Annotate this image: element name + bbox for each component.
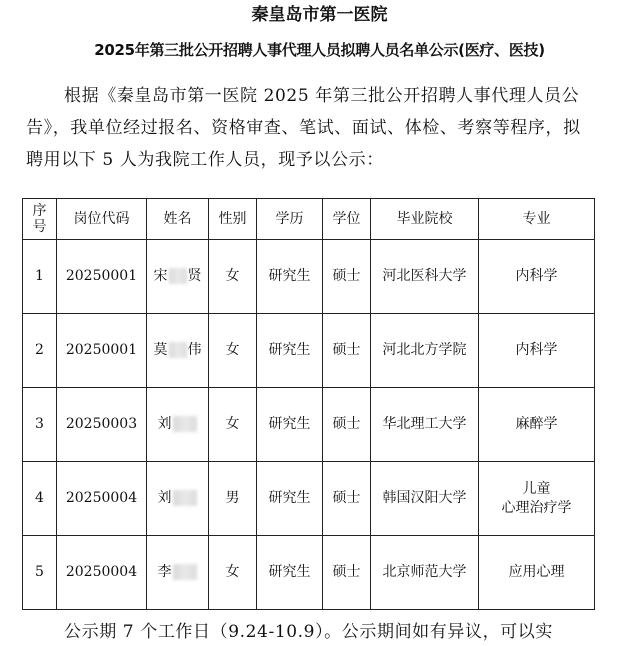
cell-name <box>147 536 209 610</box>
cell-gender: 女 <box>209 536 257 610</box>
header-name: 姓名 <box>147 199 209 240</box>
cell-degree: 硕士 <box>323 240 371 314</box>
cell-gender: 女 <box>209 314 257 388</box>
name-last: 贤 <box>187 268 202 284</box>
cell-education: 研究生 <box>257 388 323 462</box>
header-degree: 学位 <box>323 199 371 240</box>
cell-code: 20250004 <box>57 462 147 536</box>
major-line-2: 心理治疗学 <box>501 499 572 516</box>
cell-gender: 女 <box>209 240 257 314</box>
header-code: 岗位代码 <box>57 199 147 240</box>
cell-school: 北京师范大学 <box>371 536 479 610</box>
cell-major: 内科学 <box>479 314 595 388</box>
intro-paragraph <box>26 80 596 176</box>
name-first: 莫 <box>153 342 168 358</box>
header-school: 毕业院校 <box>371 199 479 240</box>
table-row <box>23 314 595 388</box>
cell-school: 华北理工大学 <box>371 388 479 462</box>
name-first: 李 <box>157 564 172 580</box>
cell-degree: 硕士 <box>323 388 371 462</box>
cell-seq: 2 <box>23 314 57 388</box>
cell-name <box>147 314 209 388</box>
redaction-blur <box>169 268 187 284</box>
cell-gender: 男 <box>209 462 257 536</box>
major-line-1: 儿童 <box>522 480 551 497</box>
cell-education: 研究生 <box>257 536 323 610</box>
name-first: 刘 <box>157 490 172 506</box>
cell-school: 河北北方学院 <box>371 314 479 388</box>
table-row <box>23 462 595 536</box>
header-education: 学历 <box>257 199 323 240</box>
cell-school: 韩国汉阳大学 <box>371 462 479 536</box>
candidate-table <box>22 198 595 610</box>
cell-code: 20250001 <box>57 240 147 314</box>
table-header-row <box>23 199 595 240</box>
table-row <box>23 388 595 462</box>
cell-seq: 5 <box>23 536 57 610</box>
cell-education: 研究生 <box>257 314 323 388</box>
redaction-blur <box>173 490 197 506</box>
name-first: 宋 <box>153 268 168 284</box>
name-last: 伟 <box>187 342 202 358</box>
redaction-blur <box>173 416 197 432</box>
cell-education: 研究生 <box>257 462 323 536</box>
table-row <box>23 536 595 610</box>
cell-code: 20250004 <box>57 536 147 610</box>
cell-seq: 4 <box>23 462 57 536</box>
cell-degree: 硕士 <box>323 536 371 610</box>
header-gender: 性别 <box>209 199 257 240</box>
intro-text: 根据《秦皇岛市第一医院 2025 年第三批公开招聘人事代理人员公告》，我单位经过报名、资格审查、笔试、面试、体检、考察等程序，拟聘用以下 5 人为我院工作人员，现予以公示： <box>26 86 581 170</box>
cell-major: 应用心理 <box>479 536 595 610</box>
cell-major <box>479 462 595 536</box>
cell-name <box>147 462 209 536</box>
footer-paragraph <box>26 618 616 646</box>
footer-text: 公示期 7 个工作日（9.24-10.9）。公示期间如有异议，可以实 <box>64 622 553 642</box>
cell-gender: 女 <box>209 388 257 462</box>
table-row <box>23 240 595 314</box>
cell-seq: 3 <box>23 388 57 462</box>
cell-code: 20250001 <box>57 314 147 388</box>
cell-degree: 硕士 <box>323 314 371 388</box>
redaction-blur <box>173 564 197 580</box>
cell-school: 河北医科大学 <box>371 240 479 314</box>
header-major: 专业 <box>479 199 595 240</box>
redaction-blur <box>169 342 187 358</box>
cell-degree: 硕士 <box>323 462 371 536</box>
cell-seq: 1 <box>23 240 57 314</box>
header-seq: 序号 <box>23 199 57 240</box>
cell-major: 内科学 <box>479 240 595 314</box>
cell-major: 麻醉学 <box>479 388 595 462</box>
cell-name <box>147 240 209 314</box>
cell-education: 研究生 <box>257 240 323 314</box>
name-first: 刘 <box>157 416 172 432</box>
cell-code: 20250003 <box>57 388 147 462</box>
document-subtitle: 2025年第三批公开招聘人事代理人员拟聘人员名单公示(医疗、医技) <box>94 41 545 59</box>
cell-name <box>147 388 209 462</box>
page-title: 秦皇岛市第一医院 <box>251 5 388 25</box>
